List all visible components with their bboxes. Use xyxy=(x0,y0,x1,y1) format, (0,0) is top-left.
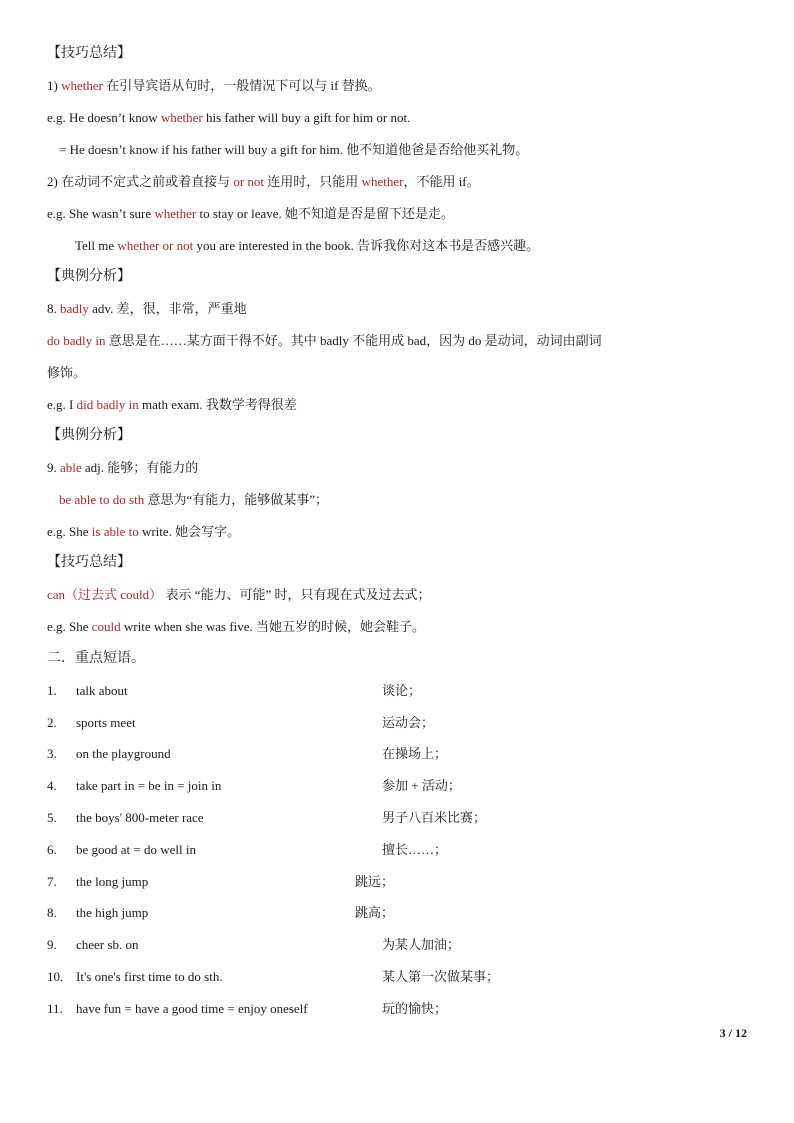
example-line: Tell me whether or not you are interested in the book. 告诉我你对这本书是否感兴趣。 xyxy=(75,238,540,253)
explanation-line: be able to do sth 意思为“有能力，能够做某事”； xyxy=(59,492,329,507)
example-line: = He doesn’t know if his father will buy a gift for him. 他不知道他爸是否给他买礼物。 xyxy=(59,142,529,157)
section-heading-analysis: 【典例分析】 xyxy=(47,269,131,284)
explanation-line: do badly in 意思是在……某方面干得不好。其中 badly 不能用成 bad，因为 do 是动词，动词由副词 xyxy=(47,333,602,348)
tip-line-2: 2) 在动词不定式之前或着直接与 or not 连用时，只能用 whether，不能用 if。 xyxy=(47,174,480,189)
tip-line-1: 1) whether 在引导宾语从句时，一般情况下可以与 if 替换。 xyxy=(47,78,381,93)
document-page: 【技巧总结】 1) whether 在引导宾语从句时，一般情况下可以与 if 替换。 e.g. He doesn’t know whether his father will buy a gift for him or not. = He doesn’t know if his father will buy a gift for him. 他不知道他爸是否给他买礼物。 2) 在动词不定式之前或着直接与 or not 连用时，只能用 whether，不能用 if。 e.g. She wasn’t sure whether to stay or leave. 她不知道是否是留下还是走。 Tell me whether or not you are interested in the book. 告诉我你对这本书是否感兴趣。 【典例分析】 8. badly adv. 差，很，非常，严重地 do badly in 意思是在……某方面干得不好。其中 badly 不能用成 bad，因为 do 是动词，动词由副词 修饰。 e.g. I did badly in math exam. 我数学考得很差 【典例分析】 9. able adj. 能够；有能力的 be able to do sth 意思为“有能力，能够做某事”； e.g. She is able to write. 她会写字。 【技巧总结】 can（过去式 could） 表示 “能力、可能” 时，只有现在式及过去式； e.g. She could write when she was five. 当她五岁的时候，她会鞋子。 二．重点短语。 1. talk about 谈论； 2. sports meet 运动会； 3. on the playground 在操场上； 4. take part in = be in = join in 参加 + 活动； 5. the boys' 800-meter race 男子八百米比赛； 6. be good at = do well in 擅长……； 7. the long jump 跳远； 8. the high jump 跳高； 9. cheer sb. on 为某人加油； 10. It's one's first time to do sth. 某人第一次做某事； 11. have fun = have a good time = enjoy oneself 玩的愉快； 3 / 12 xyxy=(47,46,747,1040)
tip-line: can（过去式 could） 表示 “能力、可能” 时，只有现在式及过去式； xyxy=(47,587,431,602)
section-heading-tips: 【技巧总结】 xyxy=(47,555,131,570)
vocab-entry-able: 9. able adj. 能够；有能力的 xyxy=(47,460,199,475)
example-line: e.g. She is able to write. 她会写字。 xyxy=(47,524,241,539)
example-line: e.g. She could write when she was five. 当她五岁的时候，她会鞋子。 xyxy=(47,619,426,634)
page-number: 3 / 12 xyxy=(719,1026,747,1040)
example-line: e.g. She wasn’t sure whether to stay or leave. 她不知道是否是留下还是走。 xyxy=(47,206,455,221)
example-line: e.g. He doesn’t know whether his father will buy a gift for him or not. xyxy=(47,110,411,125)
section-heading-phrases: 二．重点短语。 xyxy=(47,651,145,666)
section-heading-analysis: 【典例分析】 xyxy=(47,428,131,443)
section-heading-tips: 【技巧总结】 xyxy=(47,46,131,61)
example-line: e.g. I did badly in math exam. 我数学考得很差 xyxy=(47,397,297,412)
vocab-entry-badly: 8. badly adv. 差，很，非常，严重地 xyxy=(47,301,247,316)
explanation-line: 修饰。 xyxy=(47,365,87,380)
